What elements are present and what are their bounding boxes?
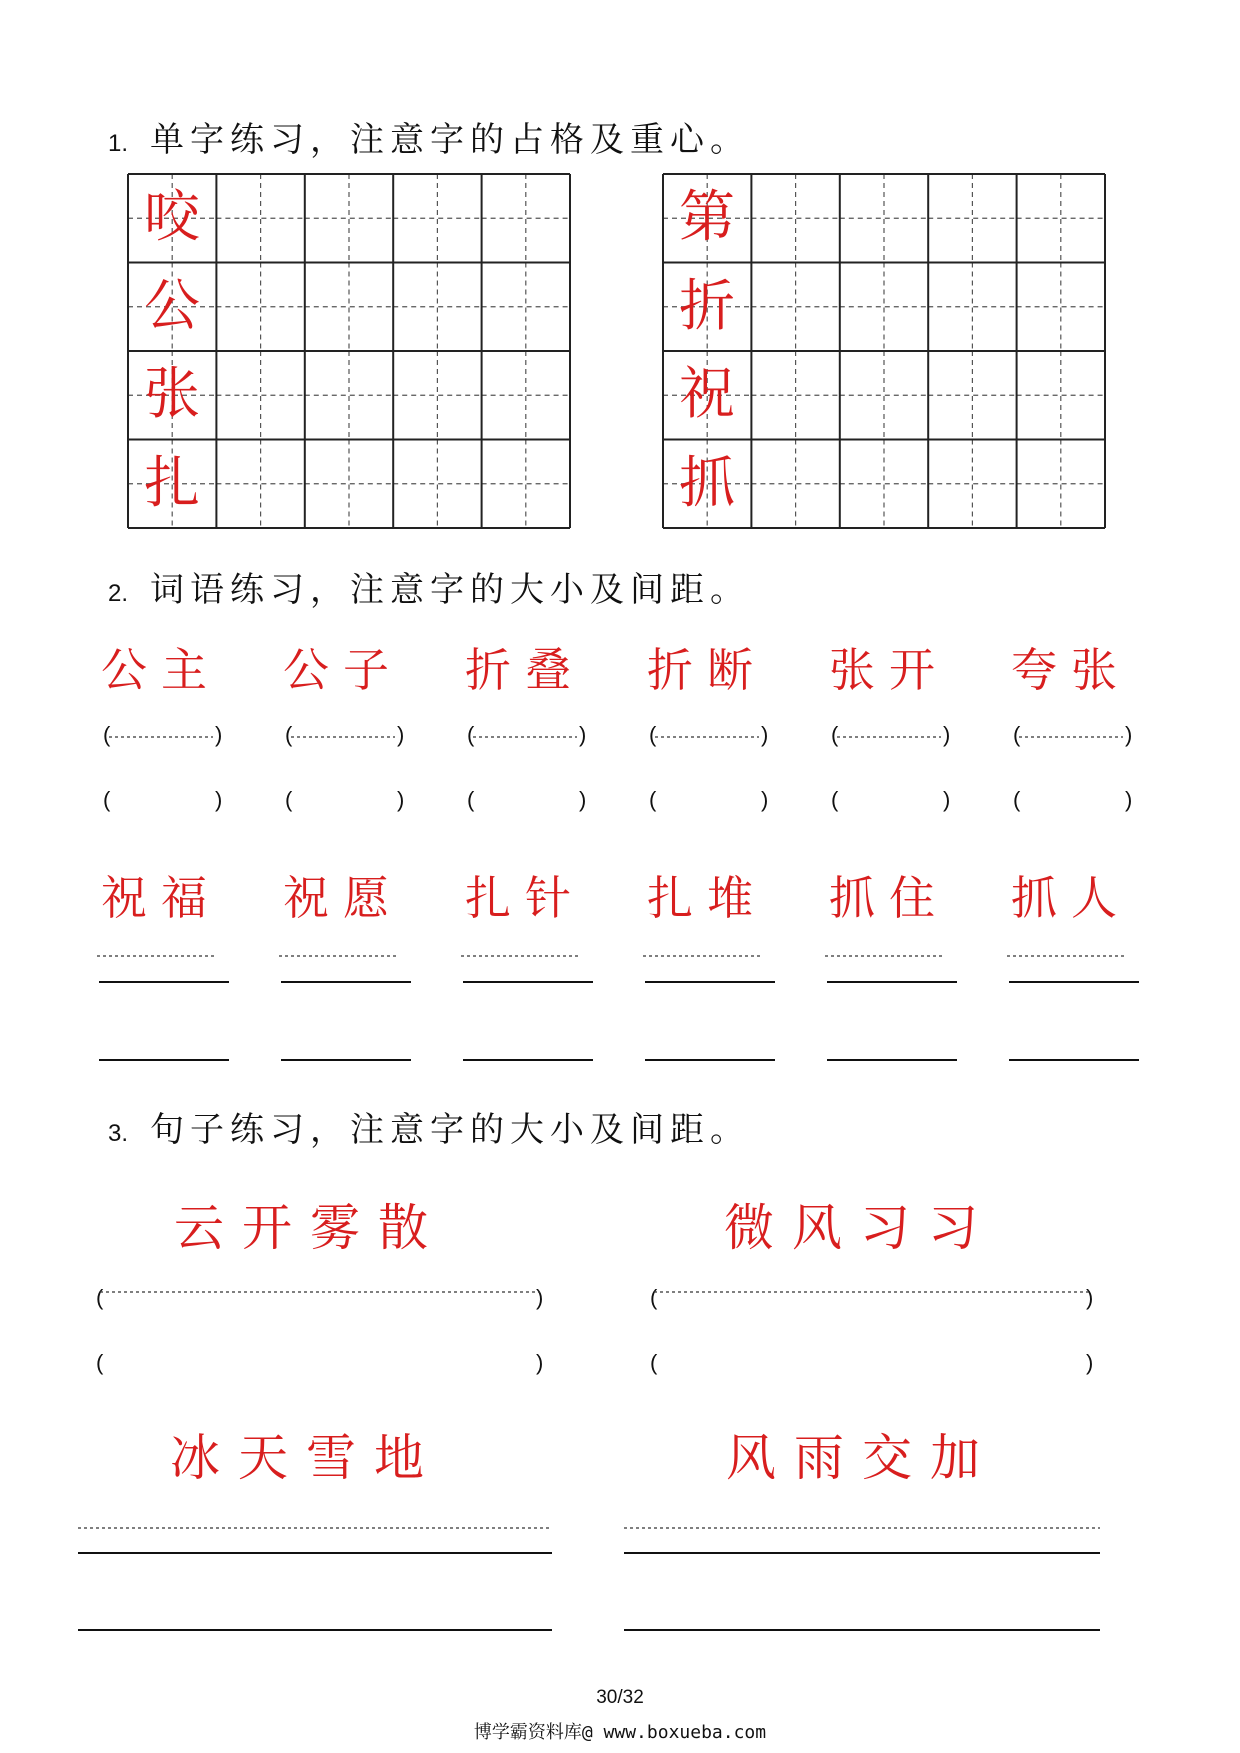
row2-word-3: 扎针: [465, 871, 585, 925]
word-2-pinyin-close-paren: ): [397, 722, 405, 747]
row1-word-6: 夸张: [1011, 643, 1131, 697]
right-grid-char-3: 祝: [679, 362, 735, 427]
word-6-pinyin-close-paren: ): [1125, 722, 1133, 747]
word-6-answer-open-paren: (: [1013, 787, 1021, 812]
right-grid-char-4: 抓: [679, 450, 735, 516]
row2-word-5: 抓住: [829, 871, 949, 925]
phrase-2-answer-open: (: [650, 1350, 658, 1375]
phrase-1-answer-close: ): [536, 1350, 544, 1375]
word-4-answer-close-paren: ): [761, 787, 769, 812]
phrase-3: 冰天雪地: [170, 1429, 442, 1487]
section-1-text: 单字练习，注意字的占格及重心。: [150, 120, 751, 160]
word-4-answer-open-paren: (: [649, 787, 657, 812]
phrase-2-pinyin-close: ): [1086, 1285, 1094, 1310]
section-3-number: 3.: [108, 1120, 129, 1147]
word-6-answer-close-paren: ): [1125, 787, 1133, 812]
word-3-pinyin-open-paren: (: [467, 722, 475, 747]
word-1-answer-close-paren: ): [215, 787, 223, 812]
word-5-answer-close-paren: ): [943, 787, 951, 812]
section-2-number: 2.: [108, 580, 129, 607]
word-2-pinyin-open-paren: (: [285, 722, 293, 747]
section-1-number: 1.: [108, 130, 129, 157]
page-number: 30/32: [596, 1687, 644, 1708]
row2-word-6: 抓人: [1011, 871, 1131, 925]
row1-word-4: 折断: [647, 643, 767, 697]
footer-watermark: 博学霸资料库@ www.boxueba.com: [473, 1722, 767, 1743]
left-grid-char-4: 扎: [144, 450, 200, 516]
word-1-answer-open-paren: (: [103, 787, 111, 812]
word-3-answer-open-paren: (: [467, 787, 475, 812]
row1-word-5: 张开: [829, 643, 949, 697]
row2-word-2: 祝愿: [283, 871, 403, 925]
word-5-answer-open-paren: (: [831, 787, 839, 812]
phrase-1: 云开雾散: [174, 1199, 446, 1257]
row1-word-2: 公子: [283, 643, 403, 697]
word-5-pinyin-close-paren: ): [943, 722, 951, 747]
row1-word-1: 公主: [101, 643, 221, 697]
word-3-answer-close-paren: ): [579, 787, 587, 812]
word-1-pinyin-close-paren: ): [215, 722, 223, 747]
section-2-text: 词语练习，注意字的大小及间距。: [150, 570, 751, 610]
left-grid-char-1: 咬: [144, 185, 200, 250]
word-2-answer-open-paren: (: [285, 787, 293, 812]
phrase-1-pinyin-close: ): [536, 1285, 544, 1310]
word-5-pinyin-open-paren: (: [831, 722, 839, 747]
right-grid-char-1: 第: [679, 185, 735, 250]
word-3-pinyin-close-paren: ): [579, 722, 587, 747]
section-3-text: 句子练习，注意字的大小及间距。: [150, 1110, 751, 1150]
word-6-pinyin-open-paren: (: [1013, 722, 1021, 747]
row2-word-4: 扎堆: [647, 871, 767, 925]
row1-word-3: 折叠: [465, 643, 585, 697]
phrase-1-pinyin-open: (: [96, 1285, 104, 1310]
left-grid-char-3: 张: [144, 362, 200, 427]
phrase-2-answer-close: ): [1086, 1350, 1094, 1375]
word-4-pinyin-open-paren: (: [649, 722, 657, 747]
left-grid-char-2: 公: [144, 273, 200, 339]
row2-word-1: 祝福: [101, 871, 221, 925]
word-4-pinyin-close-paren: ): [761, 722, 769, 747]
word-1-pinyin-open-paren: (: [103, 722, 111, 747]
phrase-2: 微风习习: [724, 1199, 996, 1257]
phrase-1-answer-open: (: [96, 1350, 104, 1375]
phrase-4: 风雨交加: [726, 1429, 998, 1487]
phrase-2-pinyin-open: (: [650, 1285, 658, 1310]
right-grid-char-2: 折: [679, 273, 735, 339]
word-2-answer-close-paren: ): [397, 787, 405, 812]
